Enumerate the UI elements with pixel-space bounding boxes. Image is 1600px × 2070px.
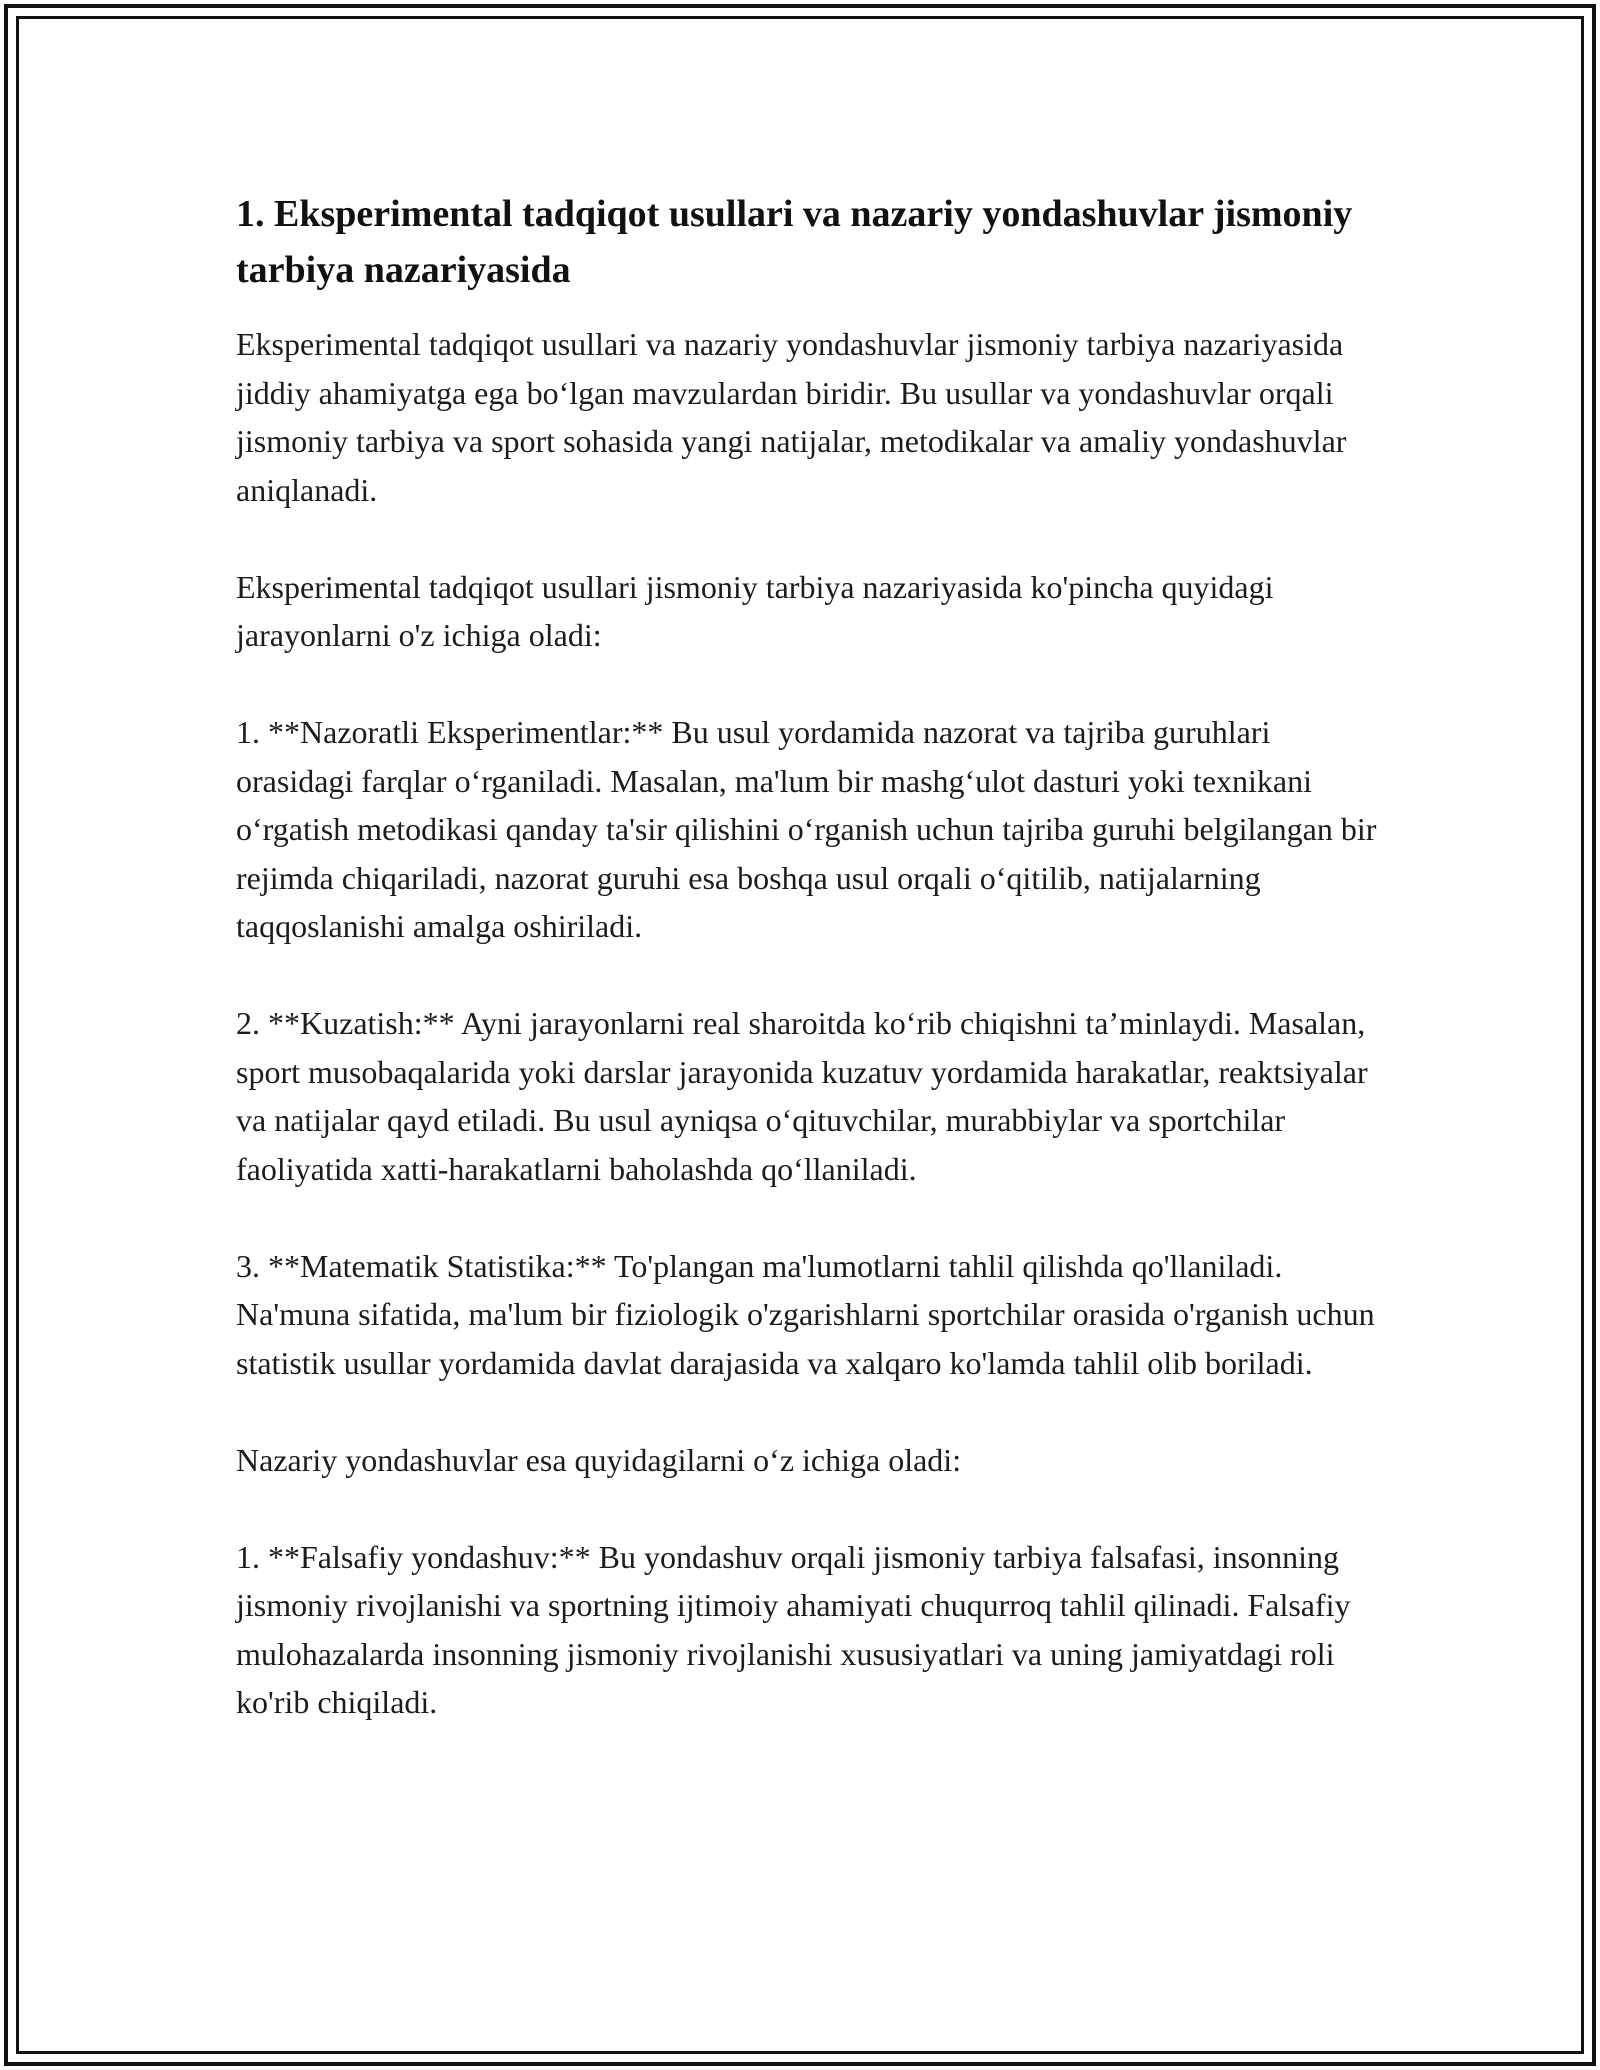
paragraph-experimental-methods-intro: Eksperimental tadqiqot usullari jismoniy tarbiya nazariyasida ko'pincha quyidagi jarayonlarni o'z ichiga oladi:	[236, 568, 1274, 653]
paragraph-intro: Eksperimental tadqiqot usullari va nazariy yondashuvlar jismoniy tarbiya nazariyasida jiddiy ahamiyatga ega boʻlgan mavzulardan biridir. Bu usullar va yondashuvlar orqali jismoniy tarbiya va sport sohasida yangi natijalar, metodikalar va amaliy yondashuvlar aniqlanadi.	[236, 326, 1347, 508]
paragraph-controlled-experiments: 1. **Nazoratli Eksperimentlar:** Bu usul yordamida nazorat va tajriba guruhlari orasidagi farqlar oʻrganiladi. Masalan, ma'lum bir mashgʻulot dasturi yoki texnikani oʻrgatish metodikasi qanday ta'sir qilishini oʻrganish uchun tajriba guruhi belgilangan bir rejimda chiqariladi, nazorat guruhi esa boshqa usul orqali oʻqitilib, natijalarning taqqoslanishi amalga oshiriladi.	[236, 714, 1377, 944]
document-title: 1. Eksperimental tadqiqot usullari va nazariy yondashuvlar jismoniy tarbiya nazariyasida	[236, 193, 1353, 291]
paragraph-theoretical-approaches-intro: Nazariy yondashuvlar esa quyidagilarni oʻz ichiga oladi:	[236, 1441, 962, 1478]
paragraph-mathematical-statistics: 3. **Matematik Statistika:** To'plangan ma'lumotlarni tahlil qilishda qo'llaniladi. Na'muna sifatida, ma'lum bir fiziologik o'zgarishlarni sportchilar orasida o'rganish uchun statistik usullar yordamida davlat darajasida va xalqaro ko'lamda tahlil olib boriladi.	[236, 1247, 1375, 1381]
document-body	[236, 186, 1386, 1727]
paragraph-observation: 2. **Kuzatish:** Ayni jarayonlarni real sharoitda koʻrib chiqishni taʼminlaydi. Masalan, sport musobaqalarida yoki darslar jarayonida kuzatuv yordamida harakatlar, reaktsiyalar va natijalar qayd etiladi. Bu usul ayniqsa oʻqituvchilar, murabbiylar va sportchilar faoliyatida xatti-harakatlarni baholashda qoʻllaniladi.	[236, 1005, 1368, 1187]
paragraph-philosophical-approach: 1. **Falsafiy yondashuv:** Bu yondashuv orqali jismoniy tarbiya falsafasi, insonning jismoniy rivojlanishi va sportning ijtimoiy ahamiyati chuqurroq tahlil qilinadi. Falsafiy mulohazalarda insonning jismoniy rivojlanishi xususiyatlari va uning jamiyatdagi roli ko'rib chiqiladi.	[236, 1538, 1351, 1720]
